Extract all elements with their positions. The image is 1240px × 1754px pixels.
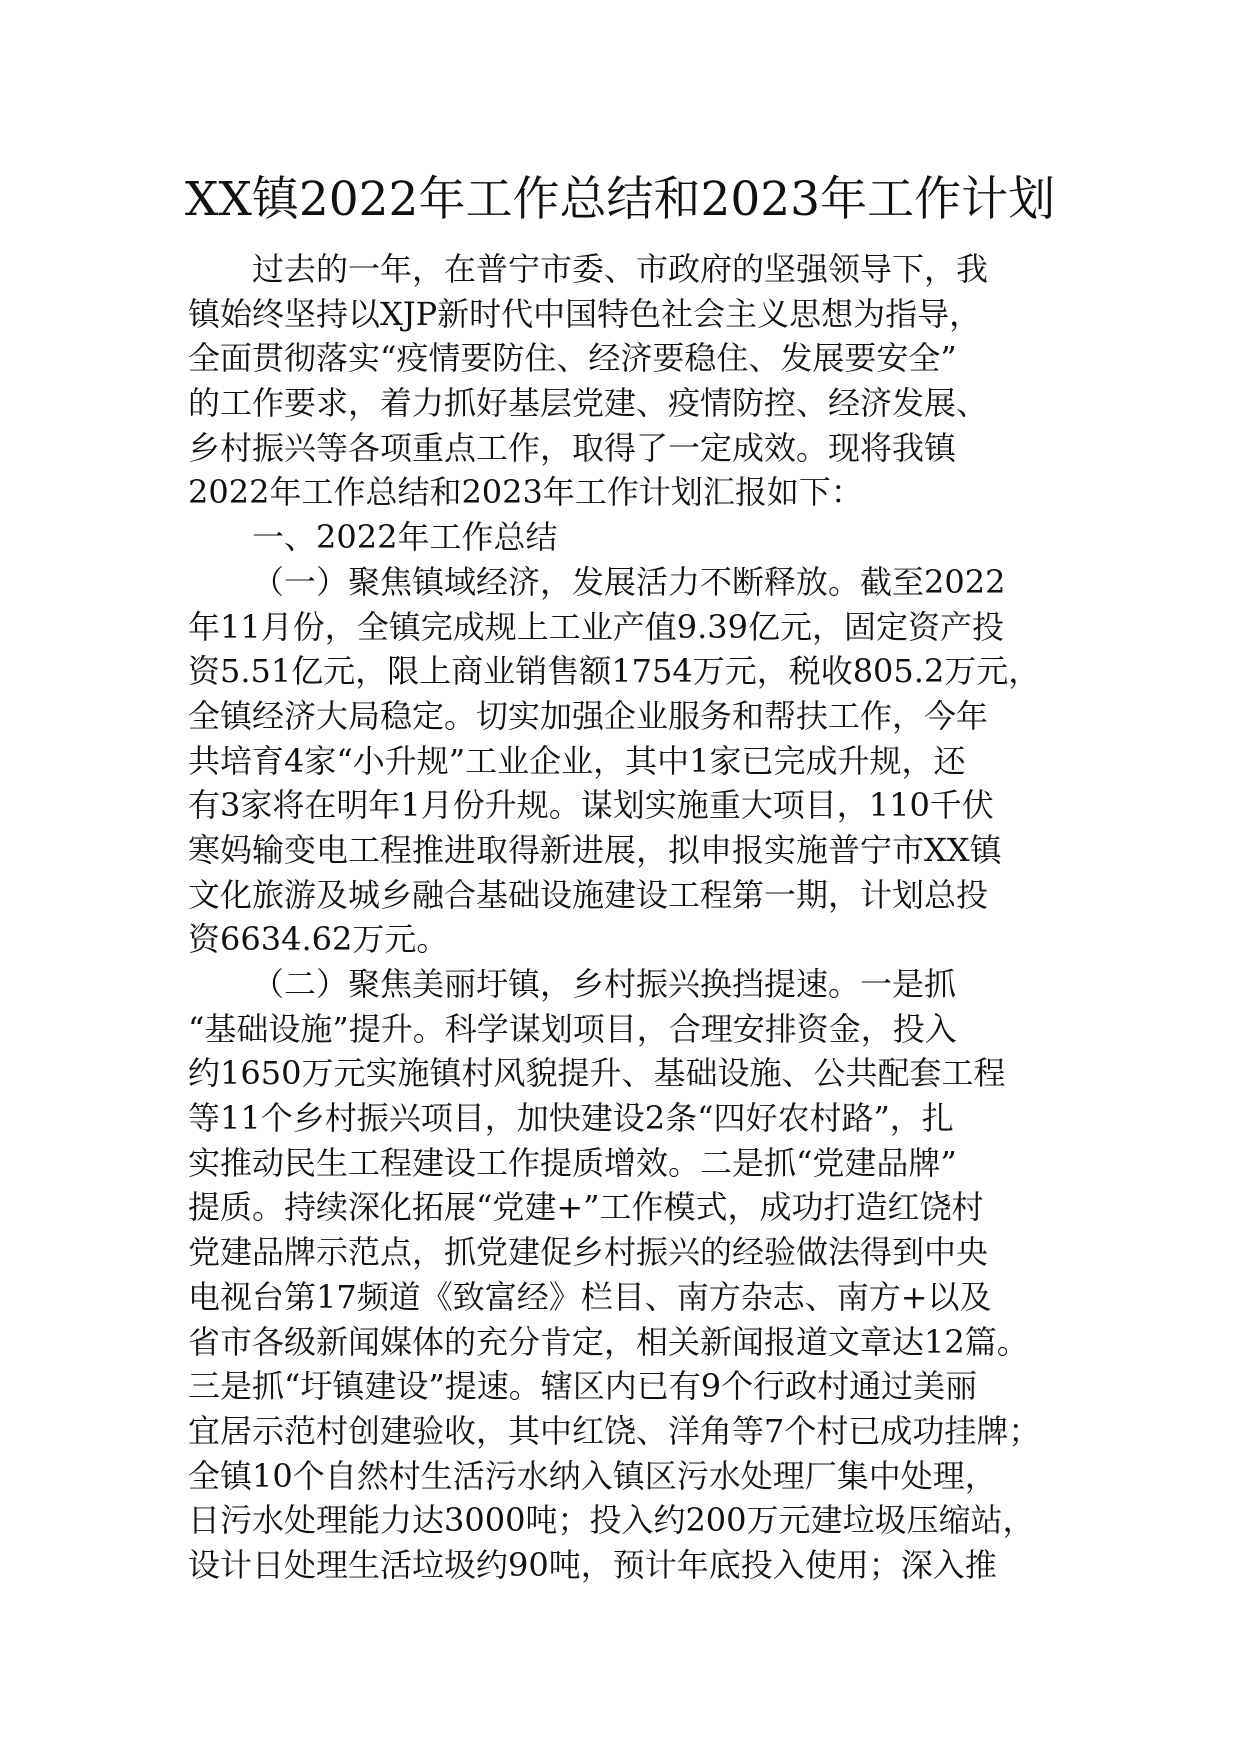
paragraph-line: （一）聚焦镇域经济，发展活力不断释放。截至2022 bbox=[252, 562, 1006, 601]
paragraph-line: 文化旅游及城乡融合基础设施建设工程第一期，计划总投 bbox=[188, 875, 989, 914]
paragraph-line: 2022年工作总结和2023年工作计划汇报如下： bbox=[188, 473, 863, 512]
paragraph-line: 约1650万元实施镇村风貌提升、基础设施、公共配套工程 bbox=[188, 1054, 1006, 1093]
paragraph-line: 日污水处理能力达3000吨；投入约200万元建垃圾压缩站， bbox=[188, 1501, 1035, 1540]
paragraph-line: “基础设施”提升。科学谋划项目，合理安排资金，投入 bbox=[188, 1009, 957, 1048]
paragraph-line: 等11个乡村振兴项目，加快建设2条“四好农村路”，扎 bbox=[188, 1099, 954, 1138]
paragraph-line: （二）聚焦美丽圩镇，乡村振兴换挡提速。一是抓 bbox=[252, 965, 957, 1003]
paragraph-line: 全镇10个自然村生活污水纳入镇区污水处理厂集中处理， bbox=[188, 1456, 997, 1495]
paragraph-line: 资5.51亿元，限上商业销售额1754万元，税收805.2万元， bbox=[188, 652, 1041, 691]
paragraph-line: 过去的一年，在普宁市委、市政府的坚强领导下，我 bbox=[252, 250, 989, 288]
paragraph-line: 设计日处理生活垃圾约90吨，预计年底投入使用；深入推 bbox=[188, 1545, 997, 1584]
document-body bbox=[188, 247, 1068, 1588]
paragraph-line: 寒妈输变电工程推进取得新进展，拟申报实施普宁市XX镇 bbox=[188, 830, 1002, 869]
paragraph-line: 实推动民生工程建设工作提质增效。二是抓“党建品牌” bbox=[188, 1143, 957, 1182]
paragraph-line: 共培育4家“小升规”工业企业，其中1家已完成升规，还 bbox=[188, 741, 966, 780]
paragraph-line: 有3家将在明年1月份升规。谋划实施重大项目，110千伏 bbox=[188, 786, 994, 825]
paragraph-line: 的工作要求，着力抓好基层党建、疫情防控、经济发展、 bbox=[188, 384, 989, 423]
paragraph-line: 乡村振兴等各项重点工作，取得了一定成效。现将我镇 bbox=[188, 428, 957, 467]
paragraph-line: 党建品牌示范点，抓党建促乡村振兴的经验做法得到中央 bbox=[188, 1233, 989, 1272]
paragraph-line: 提质。持续深化拓展“党建+”工作模式，成功打造红饶村 bbox=[188, 1188, 984, 1227]
paragraph-line: 全镇经济大局稳定。切实加强企业服务和帮扶工作，今年 bbox=[188, 696, 989, 735]
paragraph-line: 省市各级新闻媒体的充分肯定，相关新闻报道文章达12篇。 bbox=[188, 1322, 1029, 1361]
paragraph-line: 宜居示范村创建验收，其中红饶、洋角等7个村已成功挂牌； bbox=[188, 1411, 1041, 1450]
paragraph-line: 电视台第17频道《致富经》栏目、南方杂志、南方+以及 bbox=[188, 1277, 992, 1316]
paragraph-line: 资6634.62万元。 bbox=[188, 920, 449, 959]
document-title: XX镇2022年工作总结和2023年工作计划 bbox=[184, 172, 1056, 227]
paragraph-line: 年11月份，全镇完成规上工业产值9.39亿元，固定资产投 bbox=[188, 607, 1004, 646]
section-heading: 一、2022年工作总结 bbox=[252, 518, 558, 557]
paragraph-line: 镇始终坚持以XJP新时代中国特色社会主义思想为指导， bbox=[188, 294, 982, 333]
paragraph-line: 三是抓“圩镇建设”提速。辖区内已有9个行政村通过美丽 bbox=[188, 1367, 978, 1406]
paragraph-line: 全面贯彻落实“疫情要防住、经济要稳住、发展要安全” bbox=[188, 339, 957, 378]
